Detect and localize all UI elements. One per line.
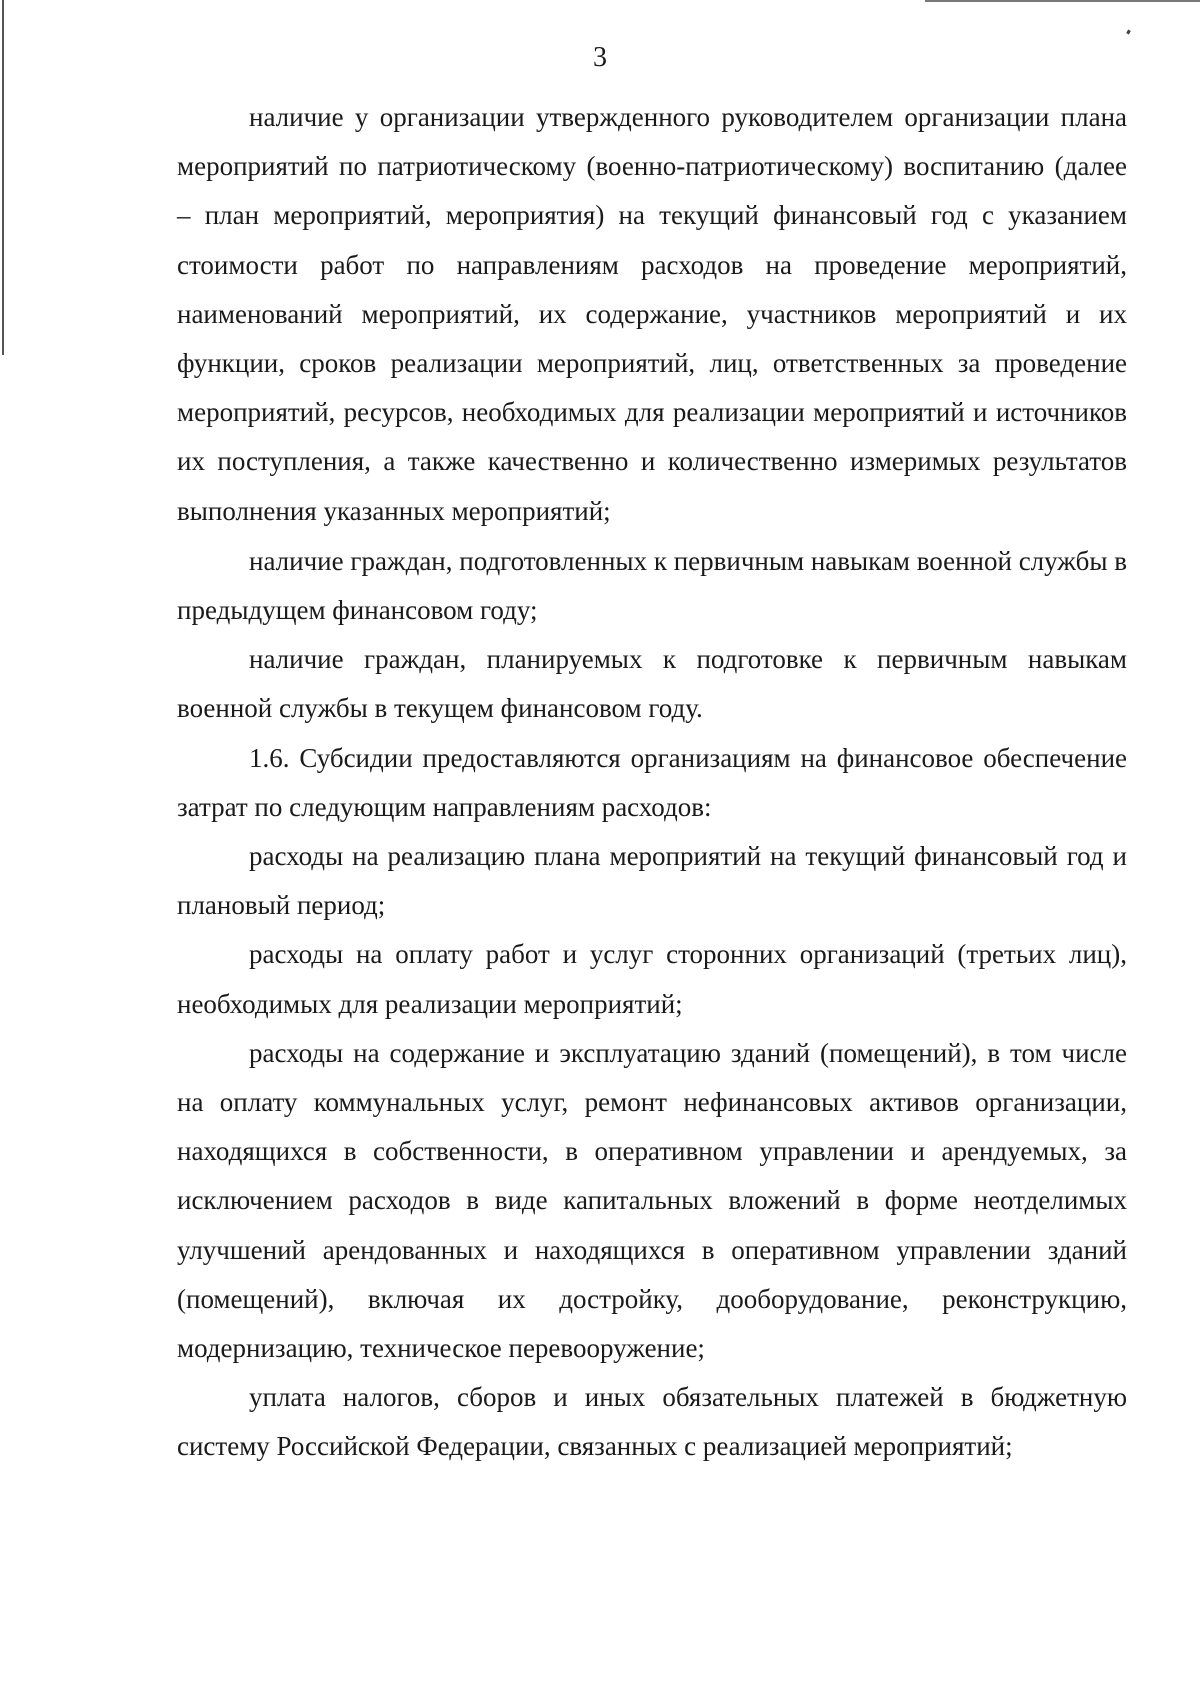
page-number: 3 [593, 42, 607, 73]
paragraph-organization-plan: наличие у организации утвержденного руководителем организации плана мероприятий по патриотическому (военно-патриотическому) воспитанию (далее – план мероприятий, мероприятия) на текущий финансовый год с указанием стоимости работ по направлениям расходов на проведение мероприятий, наименований мероприятий, их содержание, участников мероприятий и их функции, сроков реализации мероприятий, лиц, ответственных за проведение мероприятий, ресурсов, необходимых для реализации мероприятий и источников их поступления, а также качественно и количественно измеримых результатов выполнения указанных мероприятий; [177, 102, 1127, 526]
scan-edge-top [925, 0, 1200, 2]
paragraph-planned-citizens: наличие граждан, планируемых к подготовке к первичным навыкам военной службы в текущем финансовом году. [177, 644, 1127, 724]
paragraph-section-1-6: 1.6. Субсидии предоставляются организациям на финансовое обеспечение затрат по следующим направлениям расходов: [177, 742, 1127, 822]
paragraph-plan-expenses: расходы на реализацию плана мероприятий на текущий финансовый год и плановый период; [177, 841, 1127, 921]
document-body [177, 93, 1127, 1472]
paragraph-trained-citizens: наличие граждан, подготовленных к первичным навыкам военной службы в предыдущем финансовом году; [177, 545, 1127, 626]
paragraph-taxes: уплата налогов, сборов и иных обязательных платежей в бюджетную систему Российской Федерации, связанных с реализацией мероприятий; [177, 1382, 1127, 1462]
scan-speck [1126, 30, 1131, 35]
paragraph-building-expenses: расходы на содержание и эксплуатацию зданий (помещений), в том числе на оплату коммунальных услуг, ремонт нефинансовых активов организации, находящихся в собственности, в оперативном управлении и арендуемых, за исключением расходов в виде капитальных вложений в форме неотделимых улучшений арендованных и находящихся в оперативном управлении зданий (помещений), включая их достройку, дооборудование, реконструкцию, модернизацию, техническое перевооружение; [177, 1037, 1127, 1364]
paragraph-third-party-expenses: расходы на оплату работ и услуг сторонних организаций (третьих лиц), необходимых для реализации мероприятий; [177, 939, 1127, 1019]
